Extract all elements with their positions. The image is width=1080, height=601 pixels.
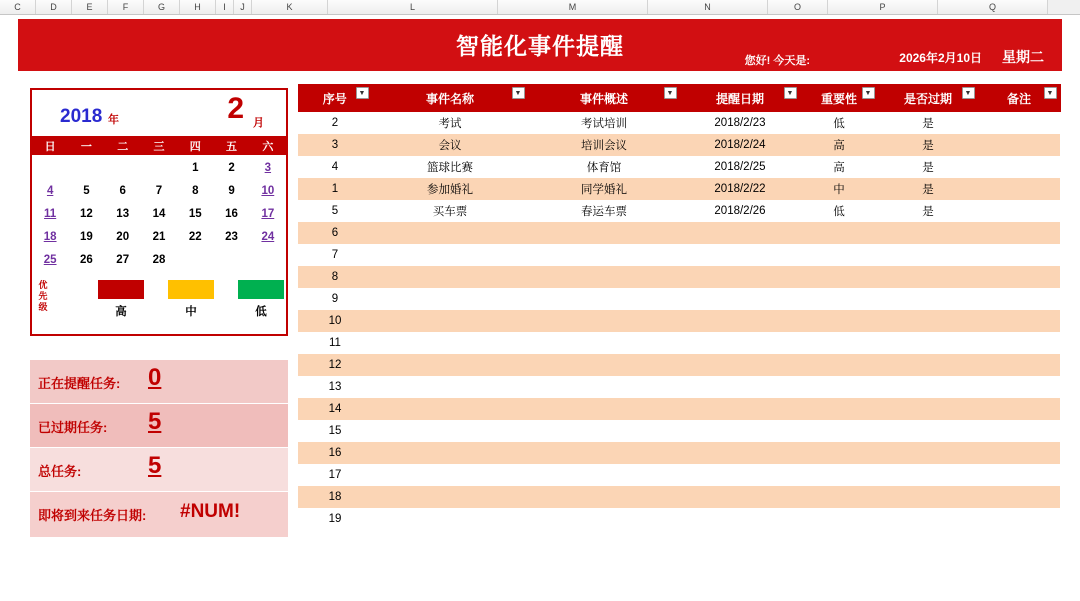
column-header-q[interactable]: Q xyxy=(938,0,1048,14)
cell-expired[interactable] xyxy=(878,376,978,398)
app-banner xyxy=(18,19,1062,71)
cell-name[interactable] xyxy=(372,508,528,530)
stat-label: 总任务: xyxy=(38,464,82,479)
table-row[interactable] xyxy=(298,332,1060,354)
table-row[interactable] xyxy=(298,354,1060,376)
cell-priority[interactable] xyxy=(800,464,878,486)
cell-desc[interactable] xyxy=(528,266,680,288)
table-row[interactable] xyxy=(298,288,1060,310)
cell-date[interactable] xyxy=(680,354,800,376)
column-header-p[interactable]: P xyxy=(828,0,938,14)
column-header-j[interactable]: J xyxy=(234,0,252,14)
cell-desc[interactable] xyxy=(528,464,680,486)
cell-note[interactable] xyxy=(978,112,1060,134)
cell-name[interactable] xyxy=(372,332,528,354)
stat-row xyxy=(30,360,288,404)
table-row[interactable] xyxy=(298,508,1060,530)
cell-name[interactable] xyxy=(372,244,528,266)
cell-expired[interactable] xyxy=(878,354,978,376)
cell-note[interactable] xyxy=(978,288,1060,310)
cell-note[interactable] xyxy=(978,134,1060,156)
cell-priority[interactable] xyxy=(800,310,878,332)
column-header-i[interactable]: I xyxy=(216,0,234,14)
cell-desc[interactable] xyxy=(528,332,680,354)
cell-seq[interactable]: 4 xyxy=(298,156,372,178)
calendar-day[interactable]: 16 xyxy=(225,208,238,220)
column-header-k[interactable]: K xyxy=(252,0,328,14)
cell-date[interactable] xyxy=(680,420,800,442)
cell-date[interactable]: 2018/2/22 xyxy=(680,178,800,200)
cell-expired[interactable] xyxy=(878,244,978,266)
cell-expired[interactable] xyxy=(878,486,978,508)
table-row[interactable] xyxy=(298,442,1060,464)
calendar-weekday: 五 xyxy=(226,140,238,153)
table-row[interactable] xyxy=(298,134,1060,156)
cell-date[interactable] xyxy=(680,332,800,354)
cell-seq[interactable]: 14 xyxy=(298,398,372,420)
calendar-day[interactable]: 4 xyxy=(46,185,54,197)
column-header-1[interactable]: 序号 ▼ xyxy=(298,84,372,112)
column-header-o[interactable]: O xyxy=(768,0,828,14)
cell-seq[interactable]: 2 xyxy=(298,112,372,134)
cell-note[interactable] xyxy=(978,376,1060,398)
cell-name[interactable]: 买车票 xyxy=(372,200,528,222)
calendar-day[interactable]: 13 xyxy=(116,208,130,220)
cell-expired[interactable] xyxy=(878,332,978,354)
cell-seq[interactable]: 9 xyxy=(298,288,372,310)
cell-seq[interactable]: 19 xyxy=(298,508,372,530)
cell-desc[interactable] xyxy=(528,442,680,464)
calendar-day[interactable]: 15 xyxy=(188,208,202,220)
column-header-m[interactable]: M xyxy=(498,0,648,14)
greeting-text: 您好! 今天是: xyxy=(744,55,810,67)
cell-note[interactable] xyxy=(978,310,1060,332)
today-date: 2026年2月10日 xyxy=(899,51,982,65)
cell-desc[interactable] xyxy=(528,310,680,332)
cell-expired[interactable]: 是 xyxy=(878,112,978,134)
cell-note[interactable] xyxy=(978,486,1060,508)
calendar-day-grid xyxy=(32,155,286,272)
cell-seq[interactable]: 15 xyxy=(298,420,372,442)
calendar-day[interactable]: 8 xyxy=(192,185,199,197)
calendar-panel xyxy=(30,88,288,336)
stat-row xyxy=(30,492,288,538)
cell-name[interactable] xyxy=(372,442,528,464)
calendar-weekday: 一 xyxy=(80,140,92,153)
table-row[interactable] xyxy=(298,156,1060,178)
cell-expired[interactable]: 是 xyxy=(878,156,978,178)
filter-dropdown-icon[interactable]: ▼ xyxy=(512,87,525,99)
cell-priority[interactable] xyxy=(800,486,878,508)
cell-name[interactable] xyxy=(372,376,528,398)
calendar-day[interactable]: 19 xyxy=(80,231,93,243)
cell-priority[interactable] xyxy=(800,288,878,310)
stat-value: 0 xyxy=(148,364,162,391)
table-row[interactable] xyxy=(298,178,1060,200)
cell-expired[interactable] xyxy=(878,420,978,442)
cell-seq[interactable]: 8 xyxy=(298,266,372,288)
cell-priority[interactable] xyxy=(800,398,878,420)
cell-priority[interactable]: 中 xyxy=(800,178,878,200)
cell-date[interactable]: 2018/2/23 xyxy=(680,112,800,134)
cell-name[interactable] xyxy=(372,310,528,332)
cell-desc[interactable] xyxy=(528,244,680,266)
calendar-month: 2 xyxy=(227,92,244,125)
cell-priority[interactable] xyxy=(800,244,878,266)
calendar-day[interactable]: 26 xyxy=(80,254,93,266)
calendar-month-label: 月 xyxy=(253,117,264,129)
cell-priority[interactable]: 高 xyxy=(800,156,878,178)
calendar-day[interactable]: 23 xyxy=(225,231,238,243)
legend-swatch xyxy=(98,280,144,299)
calendar-day[interactable]: 17 xyxy=(261,208,275,220)
cell-priority[interactable] xyxy=(800,266,878,288)
cell-priority[interactable]: 低 xyxy=(800,200,878,222)
calendar-day[interactable]: 7 xyxy=(155,185,163,197)
column-header-d[interactable]: D xyxy=(36,0,72,14)
cell-date[interactable] xyxy=(680,288,800,310)
filter-dropdown-icon[interactable]: ▼ xyxy=(962,87,975,99)
cell-name[interactable] xyxy=(372,486,528,508)
calendar-day[interactable]: 6 xyxy=(119,185,126,197)
calendar-day[interactable]: 2 xyxy=(228,162,235,174)
cell-date[interactable] xyxy=(680,244,800,266)
legend-text: 低 xyxy=(255,306,267,318)
cell-note[interactable] xyxy=(978,244,1060,266)
stat-label: 正在提醒任务: xyxy=(38,376,121,391)
cell-note[interactable] xyxy=(978,420,1060,442)
cell-note[interactable] xyxy=(978,266,1060,288)
cell-name[interactable] xyxy=(372,266,528,288)
stat-value: 5 xyxy=(148,452,162,479)
cell-date[interactable]: 2018/2/24 xyxy=(680,134,800,156)
column-header-2[interactable]: 事件名称 ▼ xyxy=(372,84,528,112)
calendar-day-empty xyxy=(68,157,104,180)
cell-seq[interactable]: 7 xyxy=(298,244,372,266)
cell-name[interactable] xyxy=(372,398,528,420)
cell-desc[interactable]: 春运车票 xyxy=(528,200,680,222)
cell-expired[interactable] xyxy=(878,464,978,486)
calendar-day[interactable]: 18 xyxy=(43,231,57,243)
cell-desc[interactable] xyxy=(528,486,680,508)
column-header-7[interactable]: 备注 ▼ xyxy=(978,84,1060,112)
cell-date[interactable]: 2018/2/26 xyxy=(680,200,800,222)
table-row[interactable] xyxy=(298,200,1060,222)
cell-name[interactable]: 参加婚礼 xyxy=(372,178,528,200)
table-row[interactable] xyxy=(298,112,1060,134)
cell-note[interactable] xyxy=(978,332,1060,354)
calendar-day[interactable]: 10 xyxy=(261,185,275,197)
calendar-day[interactable]: 1 xyxy=(192,162,199,174)
column-header-n[interactable]: N xyxy=(648,0,768,14)
filter-dropdown-icon[interactable]: ▼ xyxy=(356,87,369,99)
column-header-c[interactable]: C xyxy=(0,0,36,14)
cell-desc[interactable]: 同学婚礼 xyxy=(528,178,680,200)
table-row[interactable] xyxy=(298,464,1060,486)
cell-note[interactable] xyxy=(978,156,1060,178)
cell-name[interactable]: 考试 xyxy=(372,112,528,134)
stat-value: 5 xyxy=(148,408,162,435)
cell-expired[interactable] xyxy=(878,442,978,464)
calendar-weekday-row xyxy=(32,136,286,155)
cell-priority[interactable]: 低 xyxy=(800,112,878,134)
page-title: 智能化事件提醒 xyxy=(456,33,624,59)
cell-date[interactable] xyxy=(680,398,800,420)
cell-seq[interactable]: 17 xyxy=(298,464,372,486)
calendar-year: 2018 xyxy=(60,106,103,127)
table-row[interactable] xyxy=(298,486,1060,508)
cell-desc[interactable] xyxy=(528,398,680,420)
cell-date[interactable] xyxy=(680,310,800,332)
calendar-day[interactable]: 3 xyxy=(264,162,272,174)
cell-expired[interactable] xyxy=(878,222,978,244)
cell-seq[interactable]: 18 xyxy=(298,486,372,508)
cell-desc[interactable] xyxy=(528,354,680,376)
table-row[interactable] xyxy=(298,398,1060,420)
cell-desc[interactable] xyxy=(528,376,680,398)
cell-date[interactable] xyxy=(680,222,800,244)
cell-priority[interactable] xyxy=(800,442,878,464)
stat-row xyxy=(30,404,288,448)
cell-desc[interactable] xyxy=(528,508,680,530)
cell-seq[interactable]: 13 xyxy=(298,376,372,398)
calendar-day[interactable]: 28 xyxy=(152,254,166,266)
cell-seq[interactable]: 3 xyxy=(298,134,372,156)
table-row[interactable] xyxy=(298,222,1060,244)
filter-dropdown-icon[interactable]: ▼ xyxy=(664,87,677,99)
calendar-day[interactable]: 5 xyxy=(83,185,90,197)
cell-expired[interactable]: 是 xyxy=(878,178,978,200)
cell-expired[interactable] xyxy=(878,508,978,530)
calendar-day[interactable]: 25 xyxy=(43,254,57,266)
calendar-day[interactable]: 27 xyxy=(116,254,130,266)
column-header-f[interactable]: F xyxy=(108,0,144,14)
calendar-day-empty xyxy=(141,157,177,180)
column-header-g[interactable]: G xyxy=(144,0,180,14)
cell-date[interactable] xyxy=(680,442,800,464)
cell-date[interactable] xyxy=(680,376,800,398)
cell-note[interactable] xyxy=(978,354,1060,376)
cell-seq[interactable]: 11 xyxy=(298,332,372,354)
calendar-day-empty xyxy=(105,157,141,180)
cell-priority[interactable] xyxy=(800,222,878,244)
cell-date[interactable]: 2018/2/25 xyxy=(680,156,800,178)
cell-expired[interactable] xyxy=(878,288,978,310)
column-header-6[interactable]: 是否过期 ▼ xyxy=(878,84,978,112)
events-table-wrap xyxy=(298,84,1060,530)
cell-seq[interactable]: 10 xyxy=(298,310,372,332)
cell-note[interactable] xyxy=(978,508,1060,530)
legend-text: 高 xyxy=(115,306,127,318)
cell-expired[interactable] xyxy=(878,266,978,288)
cell-expired[interactable]: 是 xyxy=(878,134,978,156)
calendar-weekday: 三 xyxy=(153,140,165,153)
calendar-day[interactable]: 24 xyxy=(261,231,275,243)
legend-swatch xyxy=(238,280,284,299)
calendar-day[interactable]: 12 xyxy=(80,208,93,220)
stat-row xyxy=(30,448,288,492)
priority-legend-label: 优先级 xyxy=(38,280,48,312)
cell-date[interactable] xyxy=(680,508,800,530)
cell-seq[interactable]: 12 xyxy=(298,354,372,376)
calendar-day[interactable]: 21 xyxy=(152,231,166,243)
cell-note[interactable] xyxy=(978,200,1060,222)
events-table xyxy=(298,84,1061,530)
cell-note[interactable] xyxy=(978,178,1060,200)
cell-name[interactable]: 篮球比赛 xyxy=(372,156,528,178)
cell-name[interactable] xyxy=(372,222,528,244)
stat-label: 已过期任务: xyxy=(38,420,108,435)
events-table-header-row xyxy=(298,84,1060,112)
table-row[interactable] xyxy=(298,376,1060,398)
filter-dropdown-icon[interactable]: ▼ xyxy=(862,87,875,99)
calendar-weekday: 六 xyxy=(262,140,274,153)
calendar-day[interactable]: 22 xyxy=(188,231,202,243)
calendar-day[interactable]: 9 xyxy=(228,185,235,197)
column-header-3[interactable]: 事件概述 ▼ xyxy=(528,84,680,112)
column-header-4[interactable]: 提醒日期 ▼ xyxy=(680,84,800,112)
cell-priority[interactable] xyxy=(800,508,878,530)
calendar-year-label: 年 xyxy=(108,114,119,126)
cell-name[interactable]: 会议 xyxy=(372,134,528,156)
cell-date[interactable] xyxy=(680,266,800,288)
filter-dropdown-icon[interactable]: ▼ xyxy=(784,87,797,99)
cell-seq[interactable]: 16 xyxy=(298,442,372,464)
legend-swatch xyxy=(168,280,214,299)
cell-priority[interactable] xyxy=(800,354,878,376)
calendar-header xyxy=(32,90,286,136)
cell-expired[interactable] xyxy=(878,398,978,420)
cell-priority[interactable] xyxy=(800,420,878,442)
stat-value: #NUM! xyxy=(180,501,241,522)
sheet-empty-area xyxy=(0,560,1080,601)
cell-note[interactable] xyxy=(978,464,1060,486)
cell-desc[interactable] xyxy=(528,222,680,244)
cell-desc[interactable] xyxy=(528,288,680,310)
cell-name[interactable] xyxy=(372,354,528,376)
cell-name[interactable] xyxy=(372,288,528,310)
cell-priority[interactable]: 高 xyxy=(800,134,878,156)
cell-seq[interactable]: 1 xyxy=(298,178,372,200)
table-row[interactable] xyxy=(298,266,1060,288)
cell-date[interactable] xyxy=(680,464,800,486)
cell-desc[interactable]: 培训会议 xyxy=(528,134,680,156)
table-row[interactable] xyxy=(298,244,1060,266)
cell-seq[interactable]: 6 xyxy=(298,222,372,244)
calendar-day-empty xyxy=(32,157,68,180)
column-header-h[interactable]: H xyxy=(180,0,216,14)
cell-priority[interactable] xyxy=(800,332,878,354)
table-row[interactable] xyxy=(298,420,1060,442)
calendar-weekday: 四 xyxy=(189,140,201,153)
table-row[interactable] xyxy=(298,310,1060,332)
stat-label: 即将到来任务日期: xyxy=(38,508,147,523)
legend-text: 中 xyxy=(185,306,197,318)
cell-note[interactable] xyxy=(978,398,1060,420)
cell-desc[interactable] xyxy=(528,420,680,442)
cell-expired[interactable]: 是 xyxy=(878,200,978,222)
calendar-day[interactable]: 14 xyxy=(152,208,166,220)
column-header-e[interactable]: E xyxy=(72,0,108,14)
cell-note[interactable] xyxy=(978,222,1060,244)
cell-name[interactable] xyxy=(372,464,528,486)
cell-name[interactable] xyxy=(372,420,528,442)
filter-dropdown-icon[interactable]: ▼ xyxy=(1044,87,1057,99)
spreadsheet-column-headers xyxy=(0,0,1080,15)
today-weekday: 星期二 xyxy=(1002,49,1044,65)
calendar-weekday: 二 xyxy=(117,140,129,153)
calendar-day[interactable]: 20 xyxy=(116,231,130,243)
cell-priority[interactable] xyxy=(800,376,878,398)
cell-date[interactable] xyxy=(680,486,800,508)
calendar-weekday: 日 xyxy=(44,140,56,153)
cell-expired[interactable] xyxy=(878,310,978,332)
column-header-5[interactable]: 重要性 ▼ xyxy=(800,84,878,112)
cell-desc[interactable]: 考试培训 xyxy=(528,112,680,134)
cell-seq[interactable]: 5 xyxy=(298,200,372,222)
calendar-day[interactable]: 11 xyxy=(44,208,57,220)
stats-panel xyxy=(30,360,288,538)
cell-desc[interactable]: 体育馆 xyxy=(528,156,680,178)
column-header-l[interactable]: L xyxy=(328,0,498,14)
cell-note[interactable] xyxy=(978,442,1060,464)
priority-legend xyxy=(32,278,286,330)
